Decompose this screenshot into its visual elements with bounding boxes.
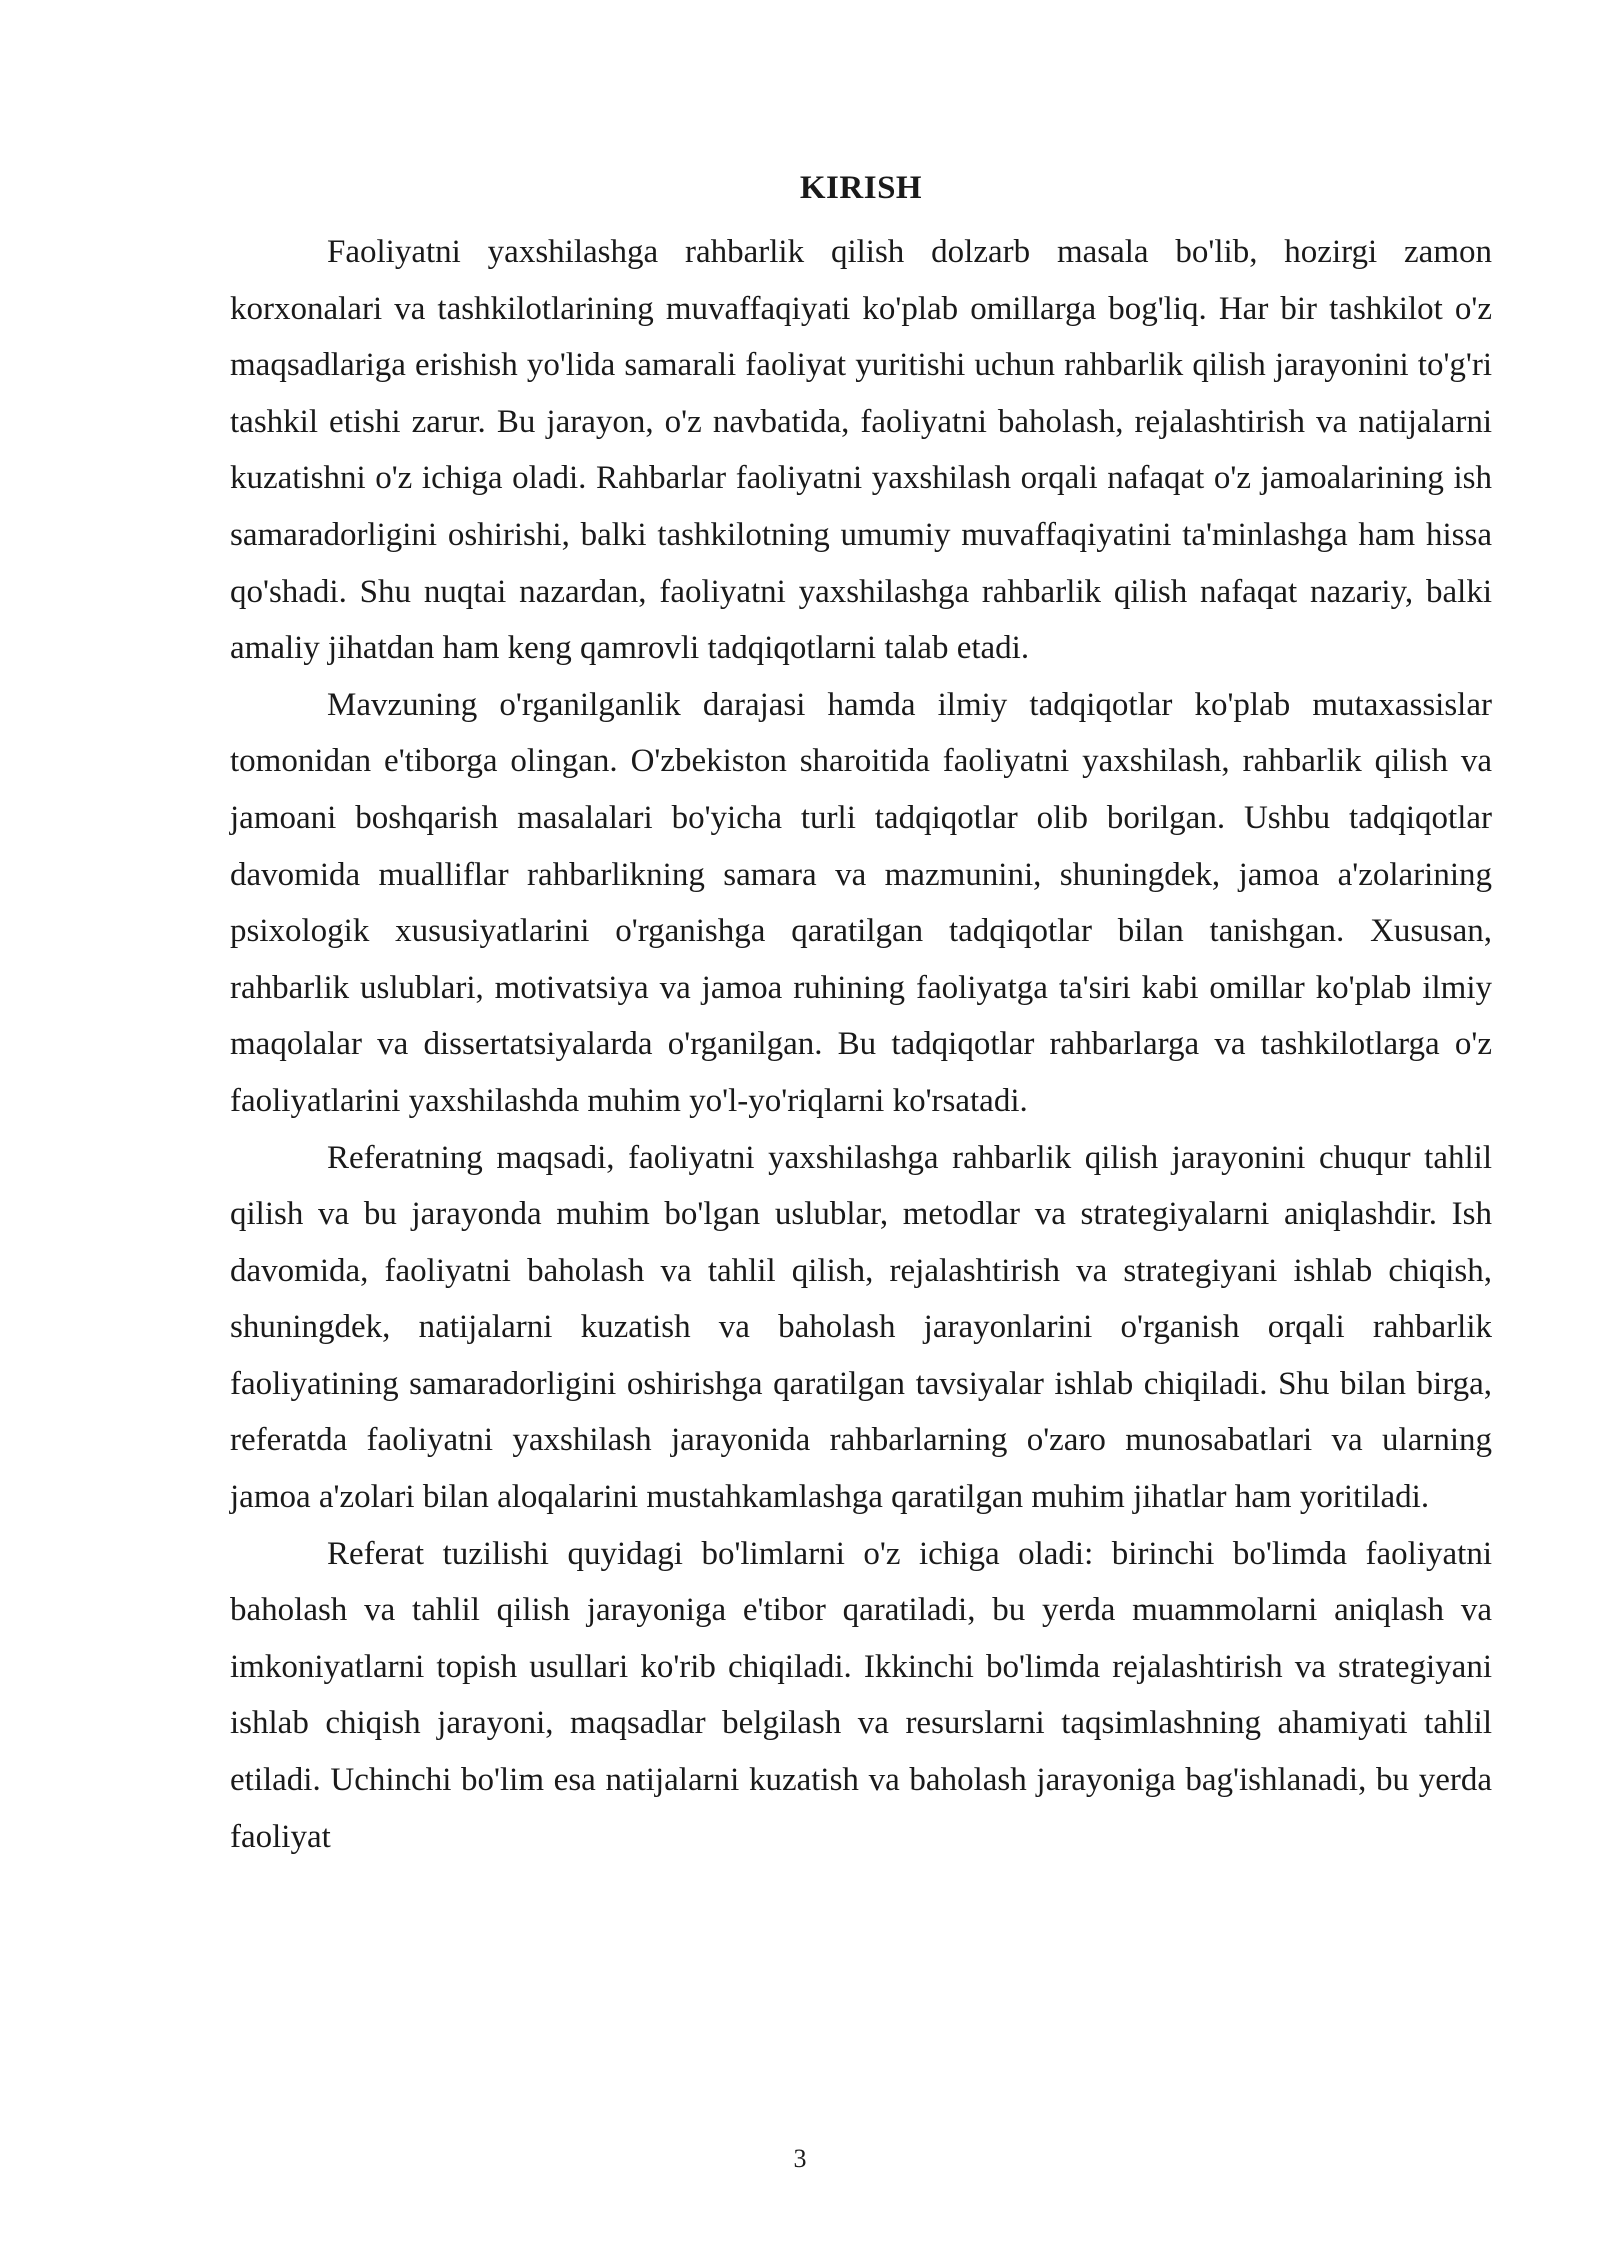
section-title: KIRISH [799, 170, 923, 206]
paragraph-structure: Referat tuzilishi quyidagi bo'limlarni o'z ichiga oladi: birinchi bo'limda faoliyatni baholash va tahlil qilish jarayoniga e'tibor qaratiladi, bu yerda muammolarni aniqlash va imkoniyatlarni topish usullari ko'rib chiqiladi. Ikkinchi bo'limda rejalashtirish va strategiyani ishlab chiqish jarayoni, maqsadlar belgilash va resurslarni taqsimlashning ahamiyati tahlil etiladi. Uchinchi bo'lim esa natijalarni kuzatish va baholash jarayoniga bag'ishlanadi, bu yerda faoliyat [230, 1535, 1492, 1855]
paragraph-purpose: Referatning maqsadi, faoliyatni yaxshilashga rahbarlik qilish jarayonini chuqur tahlil qilish va bu jarayonda muhim bo'lgan uslublar, metodlar va strategiyalarni aniqlashdir. Ish davomida, faoliyatni baholash va tahlil qilish, rejalashtirish va strategiyani ishlab chiqish, shuningdek, natijalarni kuzatish va baholash jarayonlarini o'rganish orqali rahbarlik faoliyatining samaradorligini oshirishga qaratilgan tavsiyalar ishlab chiqiladi. Shu bilan birga, referatda faoliyatni yaxshilash jarayonida rahbarlarning o'zaro munosabatlari va ularning jamoa a'zolari bilan aloqalarini mustahkamlashga qaratilgan muhim jihatlar ham yoritiladi. [230, 1139, 1492, 1516]
page-number: 3 [793, 2144, 807, 2173]
paragraph-research-level: Mavzuning o'rganilganlik darajasi hamda ilmiy tadqiqotlar ko'plab mutaxassislar tomonidan e'tiborga olingan. O'zbekiston sharoitida faoliyatni yaxshilash, rahbarlik qilish va jamoani boshqarish masalalari bo'yicha turli tadqiqotlar olib borilgan. Ushbu tadqiqotlar davomida mualliflar rahbarlikning samara va mazmunini, shuningdek, jamoa a'zolarining psixologik xususiyatlarini o'rganishga qaratilgan tadqiqotlar bilan tanishgan. Xususan, rahbarlik uslublari, motivatsiya va jamoa ruhining faoliyatga ta'siri kabi omillar ko'plab ilmiy maqolalar va dissertatsiyalarda o'rganilgan. Bu tadqiqotlar rahbarlarga va tashkilotlarga o'z faoliyatlarini yaxshilashda muhim yo'l-yo'riqlarni ko'rsatadi. [230, 686, 1492, 1119]
paragraph-intro: Faoliyatni yaxshilashga rahbarlik qilish dolzarb masala bo'lib, hozirgi zamon korxonalari va tashkilotlarining muvaffaqiyati ko'plab omillarga bog'liq. Har bir tashkilot o'z maqsadlariga erishish yo'lida samarali faoliyat yuritishi uchun rahbarlik qilish jarayonini to'g'ri tashkil etishi zarur. Bu jarayon, o'z navbatida, faoliyatni baholash, rejalashtirish va natijalarni kuzatishni o'z ichiga oladi. Rahbarlar faoliyatni yaxshilash orqali nafaqat o'z jamoalarining ish samaradorligini oshirishi, balki tashkilotning umumiy muvaffaqiyatini ta'minlashga ham hissa qo'shadi. Shu nuqtai nazardan, faoliyatni yaxshilashga rahbarlik qilish nafaqat nazariy, balki amaliy jihatdan ham keng qamrovli tadqiqotlarni talab etadi. [230, 234, 1492, 667]
document-body [230, 160, 1492, 1865]
